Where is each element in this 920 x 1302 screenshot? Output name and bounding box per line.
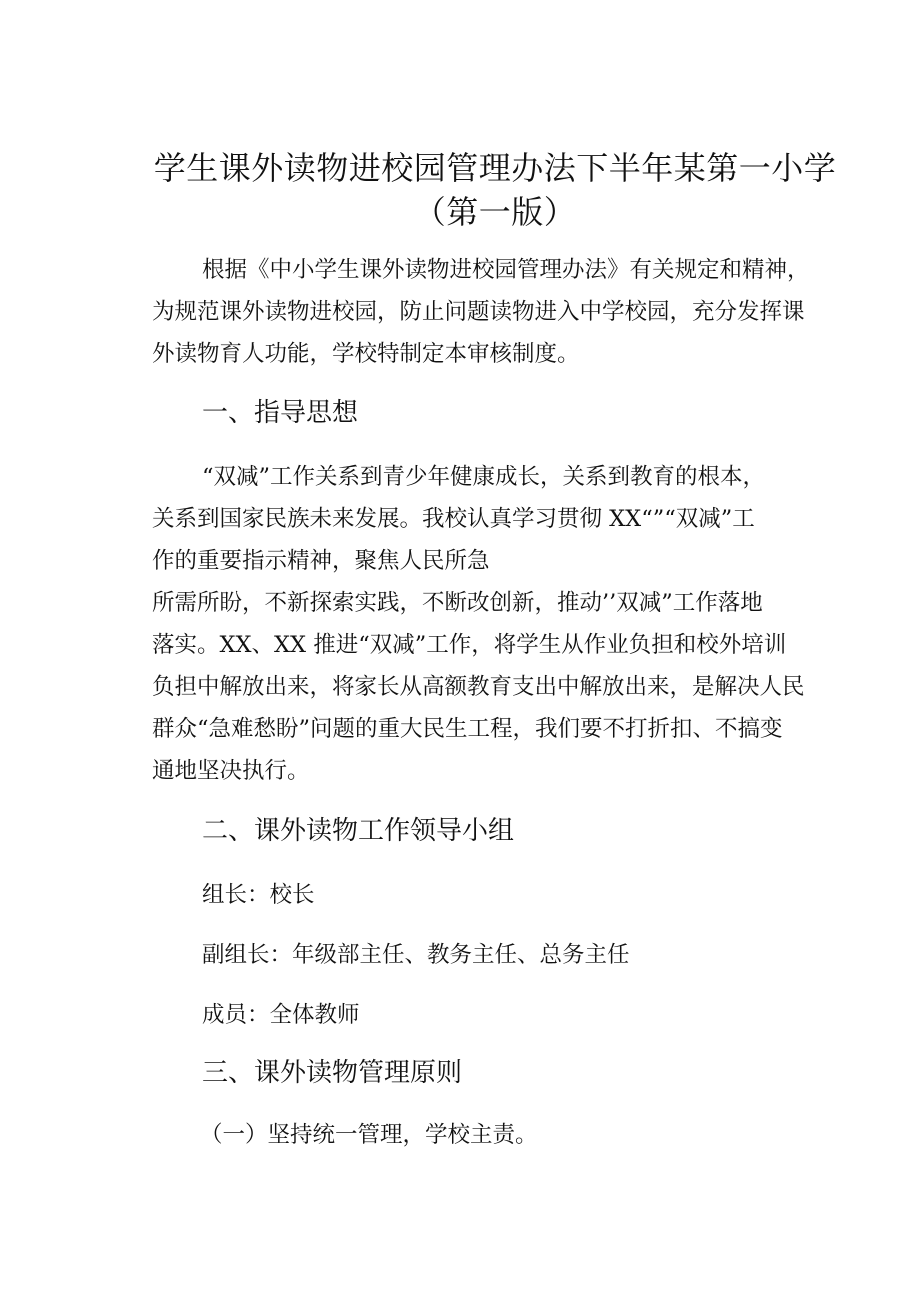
- section1-line-3: 作的重要指示精神，聚焦人民所急: [152, 548, 490, 574]
- intro-line-2: 为规范课外读物进校园，防止问题读物进入中学校园，充分发挥课: [152, 299, 805, 325]
- intro-line-3: 外读物育人功能，学校特制定本审核制度。: [152, 341, 580, 367]
- section1-line-1: “双减”工作关系到青少年健康成长，关系到教育的根本，: [202, 464, 766, 490]
- document-title: 学生课外读物进校园管理办法下半年某第一小学: [153, 149, 837, 187]
- section1-line-2: 关系到国家民族未来发展。我校认真学习贯彻 XX“”“双减”工: [152, 506, 755, 532]
- section1-line-7: 群众“急难愁盼”问题的重大民生工程，我们要不打折扣、不搞变: [152, 716, 783, 742]
- leader-line: 组长：校长: [202, 882, 315, 908]
- document-subtitle: （第一版）: [413, 193, 577, 231]
- section1-line-8: 通地坚决执行。: [152, 758, 310, 784]
- section-heading-1: 一、指导思想: [202, 398, 359, 428]
- section-heading-3: 三、课外读物管理原则: [202, 1058, 463, 1088]
- principle-item-1: （一）坚持统一管理，学校主责。: [200, 1122, 538, 1148]
- members-line: 成员：全体教师: [202, 1002, 360, 1028]
- section1-line-6: 负担中解放出来，将家长从高额教育支出中解放出来，是解决人民: [152, 674, 805, 700]
- deputy-leader-line: 副组长：年级部主任、教务主任、总务主任: [202, 942, 630, 968]
- section1-line-4: 所需所盼，不新探索实践，不断改创新，推动’’双减”工作落地: [152, 590, 763, 616]
- section1-line-5: 落实。XX、XX 推进“双减”工作，将学生从作业负担和校外培训: [152, 632, 787, 658]
- intro-line-1: 根据《中小学生课外读物进校园管理办法》有关规定和精神，: [202, 257, 810, 283]
- section-heading-2: 二、课外读物工作领导小组: [202, 816, 515, 846]
